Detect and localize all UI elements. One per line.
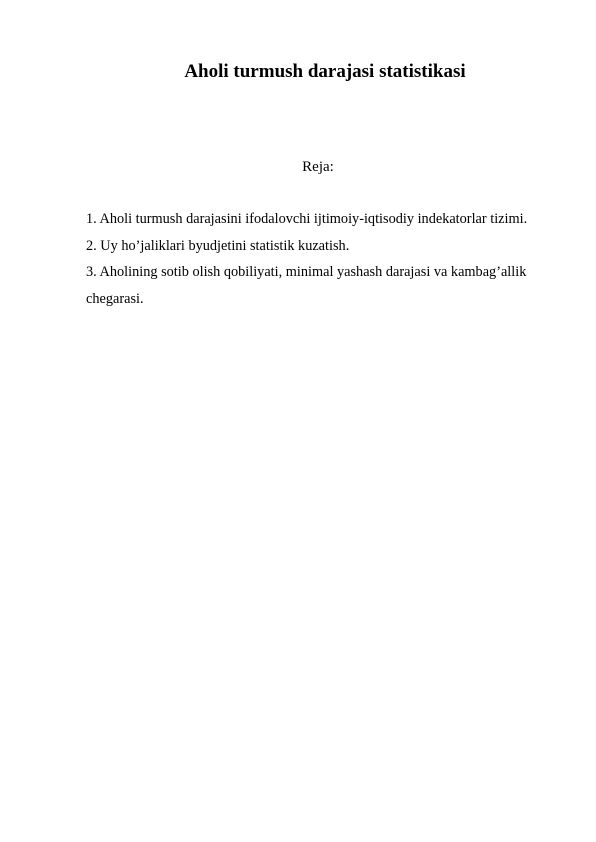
plan-item: 1. Aholi turmush darajasini ifodalovchi ijtimoiy-iqtisodiy indekatorlar tizimi. — [86, 211, 528, 227]
document-title: Aholi turmush darajasi statistikasi — [184, 61, 466, 82]
plan-item: 3. Aholining sotib olish qobiliyati, minimal yashash darajasi va kambag’allik chegarasi. — [86, 264, 527, 307]
plan-item: 2. Uy ho’jaliklari byudjetini statistik kuzatish. — [86, 237, 350, 254]
plan-list — [86, 206, 556, 312]
plan-heading: Reja: — [302, 159, 334, 175]
